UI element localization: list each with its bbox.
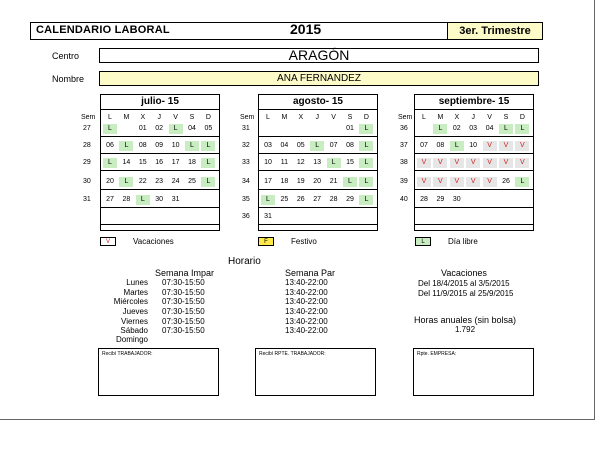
day-header: J <box>157 114 161 121</box>
day-header: V <box>487 114 492 121</box>
day-cell[interactable]: 21 <box>329 178 338 185</box>
day-cell[interactable]: 03 <box>264 142 272 149</box>
day-cell[interactable]: 07 <box>420 142 428 149</box>
firma-rpte-empresa-label: Rpte. EMPRESA: <box>417 351 457 357</box>
day-cell[interactable]: 29 <box>436 196 445 203</box>
day-cell[interactable]: 13 <box>313 159 322 166</box>
day-cell[interactable]: 09 <box>155 142 164 149</box>
week-separator <box>258 189 378 190</box>
horario-par-time: 13:40-22:00 <box>285 278 328 287</box>
day-header: S <box>347 114 353 121</box>
week-separator <box>258 136 378 137</box>
quarter-label: 3er. Trimestre <box>447 22 543 40</box>
day-cell[interactable]: 30 <box>155 196 164 203</box>
day-header: S <box>503 114 509 121</box>
day-cell[interactable]: 20 <box>313 178 322 185</box>
horario-impar-time: 07:30-15:50 <box>162 278 205 287</box>
day-cell[interactable]: V <box>450 177 464 187</box>
week-separator <box>258 224 378 225</box>
horario-title: Horario <box>228 256 261 267</box>
day-cell[interactable]: 08 <box>436 142 445 149</box>
day-cell[interactable]: L <box>515 177 529 187</box>
week-separator <box>100 170 220 171</box>
day-cell[interactable]: L <box>327 158 341 168</box>
day-cell[interactable]: 28 <box>122 196 131 203</box>
day-cell[interactable]: V <box>466 177 480 187</box>
day-cell[interactable]: 24 <box>171 178 180 185</box>
horario-day: Lunes <box>126 278 148 287</box>
week-separator <box>258 153 378 154</box>
day-cell[interactable]: 31 <box>264 213 272 220</box>
day-cell[interactable]: L <box>201 141 215 151</box>
day-cell[interactable]: L <box>136 195 150 205</box>
day-cell[interactable]: L <box>310 141 324 151</box>
day-cell[interactable]: 15 <box>138 159 147 166</box>
week-separator <box>414 170 534 171</box>
day-header: M <box>281 114 288 121</box>
vacaciones-line-1: Del 18/4/2015 al 3/5/2015 <box>418 279 510 288</box>
day-cell[interactable]: L <box>103 124 117 134</box>
festivo-legend-box: F <box>258 237 274 246</box>
week-number: 29 <box>83 159 91 166</box>
day-cell[interactable]: 04 <box>280 142 289 149</box>
week-separator <box>100 189 220 190</box>
day-header: L <box>422 114 426 121</box>
vacaciones-legend-box: V <box>100 237 116 246</box>
week-number: 31 <box>242 125 250 132</box>
festivo-legend-label: Festivo <box>291 237 317 246</box>
week-number: 33 <box>242 159 250 166</box>
day-cell[interactable]: L <box>499 124 513 134</box>
vacaciones-legend-label: Vacaciones <box>133 237 174 246</box>
month-title: agosto- 15 <box>259 95 377 110</box>
day-header: J <box>471 114 475 121</box>
day-cell[interactable]: 06 <box>106 142 114 149</box>
week-number: 30 <box>83 178 91 185</box>
week-separator <box>414 224 534 225</box>
vacaciones-line-2: Del 11/9/2015 al 25/9/2015 <box>418 289 514 298</box>
day-cell[interactable]: V <box>515 158 529 168</box>
horario-day: Domingo <box>115 335 148 344</box>
firma-trabajador-box[interactable] <box>98 348 219 396</box>
day-cell[interactable]: V <box>483 141 497 151</box>
day-cell[interactable]: L <box>169 124 183 134</box>
day-cell[interactable]: 01 <box>346 125 354 132</box>
day-cell[interactable]: 10 <box>264 159 272 166</box>
week-separator <box>100 224 220 225</box>
day-cell[interactable]: V <box>433 177 447 187</box>
sem-header-label: Sem <box>240 114 255 121</box>
centro-field[interactable]: ARAGÓN <box>99 48 539 63</box>
day-header: V <box>173 114 178 121</box>
day-cell[interactable]: 02 <box>155 125 164 132</box>
day-cell[interactable]: 25 <box>280 196 289 203</box>
day-cell[interactable]: 04 <box>188 125 196 132</box>
week-separator <box>414 207 534 208</box>
week-separator <box>258 207 378 208</box>
day-header: D <box>363 114 369 121</box>
day-cell[interactable]: 05 <box>204 125 213 132</box>
day-cell[interactable]: 19 <box>296 178 305 185</box>
semana-par-title: Semana Par <box>285 268 336 278</box>
day-cell[interactable]: L <box>201 177 215 187</box>
day-cell[interactable]: 28 <box>329 196 338 203</box>
week-separator <box>258 170 378 171</box>
day-cell[interactable]: 20 <box>106 178 114 185</box>
vacaciones-title: Vacaciones <box>441 268 487 278</box>
week-number: 32 <box>242 142 250 149</box>
horario-impar-time: 07:30-15:50 <box>162 326 205 335</box>
horario-day: Martes <box>123 288 148 297</box>
day-cell[interactable]: 17 <box>171 159 180 166</box>
day-cell[interactable]: L <box>201 158 215 168</box>
day-cell[interactable]: 28 <box>420 196 428 203</box>
libre-legend-label: Día libre <box>448 237 478 246</box>
day-cell[interactable]: 27 <box>313 196 322 203</box>
day-header: S <box>189 114 195 121</box>
day-cell[interactable]: 16 <box>155 159 164 166</box>
day-cell[interactable]: L <box>515 124 529 134</box>
day-cell[interactable]: L <box>185 141 199 151</box>
week-number: 31 <box>83 196 91 203</box>
firma-rpte-empresa-box[interactable] <box>413 348 534 396</box>
day-cell[interactable]: V <box>483 177 497 187</box>
day-cell[interactable]: L <box>359 124 373 134</box>
horario-par-time: 13:40-22:00 <box>285 288 328 297</box>
day-header: D <box>205 114 211 121</box>
day-header: D <box>519 114 525 121</box>
day-header: M <box>123 114 130 121</box>
week-number: 28 <box>83 142 91 149</box>
day-cell[interactable]: L <box>359 158 373 168</box>
day-header: M <box>437 114 444 121</box>
day-cell[interactable]: 17 <box>264 178 272 185</box>
page-title: CALENDARIO LABORAL <box>36 24 170 36</box>
day-header: X <box>454 114 460 121</box>
firma-rpte-trabajador-box[interactable] <box>255 348 376 396</box>
week-separator <box>100 153 220 154</box>
day-cell[interactable]: L <box>103 158 117 168</box>
firma-trabajador-label: Recibí TRABAJADOR: <box>102 351 153 357</box>
horario-impar-time: 07:30-15:50 <box>162 317 205 326</box>
day-header: X <box>140 114 146 121</box>
day-cell[interactable]: 08 <box>138 142 147 149</box>
day-header: V <box>331 114 336 121</box>
week-number: 39 <box>400 178 408 185</box>
sem-header-label: Sem <box>81 114 96 121</box>
firma-rpte-trabajador-label: Recibí RPTE. TRABAJADOR: <box>259 351 326 357</box>
day-cell[interactable]: V <box>466 158 480 168</box>
day-cell[interactable]: L <box>433 124 447 134</box>
week-number: 40 <box>400 196 408 203</box>
day-cell[interactable]: L <box>119 177 133 187</box>
nombre-label: Nombre <box>52 74 85 84</box>
day-cell[interactable]: L <box>359 195 373 205</box>
week-separator <box>100 207 220 208</box>
horario-par-time: 13:40-22:00 <box>285 326 328 335</box>
horas-title: Horas anuales (sin bolsa) <box>414 315 517 325</box>
week-number: 37 <box>400 142 408 149</box>
horario-par-time: 13:40-22:00 <box>285 297 328 306</box>
week-number: 35 <box>242 196 250 203</box>
day-cell[interactable]: 22 <box>138 178 147 185</box>
day-cell[interactable]: V <box>450 158 464 168</box>
week-separator <box>414 153 534 154</box>
day-cell[interactable]: 10 <box>469 142 478 149</box>
day-cell[interactable]: V <box>499 158 513 168</box>
day-header: X <box>298 114 304 121</box>
day-header: J <box>315 114 319 121</box>
month-title: julio- 15 <box>101 95 219 110</box>
nombre-field[interactable]: ANA FERNANDEZ <box>99 71 539 86</box>
horas-value: 1.792 <box>455 325 476 334</box>
day-cell[interactable]: 25 <box>188 178 196 185</box>
day-cell[interactable]: 15 <box>346 159 354 166</box>
sem-header-label: Sem <box>398 114 413 121</box>
week-number: 36 <box>242 213 250 220</box>
day-header: L <box>266 114 270 121</box>
day-cell[interactable]: 18 <box>280 178 289 185</box>
week-number: 34 <box>242 178 250 185</box>
week-separator <box>414 189 534 190</box>
day-header: L <box>108 114 112 121</box>
day-cell[interactable]: V <box>499 141 513 151</box>
day-cell[interactable]: L <box>359 141 373 151</box>
day-cell[interactable]: 11 <box>280 159 289 166</box>
day-cell[interactable]: 03 <box>469 125 478 132</box>
day-cell[interactable]: 30 <box>452 196 461 203</box>
horario-impar-time: 07:30-15:50 <box>162 297 205 306</box>
day-cell[interactable]: 08 <box>346 142 354 149</box>
horario-impar-time: 07:30-15:50 <box>162 288 205 297</box>
day-cell[interactable]: 14 <box>122 159 131 166</box>
horario-par-time: 13:40-22:00 <box>285 317 328 326</box>
day-cell[interactable]: 29 <box>346 196 354 203</box>
day-cell[interactable]: 05 <box>296 142 305 149</box>
centro-label: Centro <box>52 51 80 61</box>
day-cell[interactable]: 04 <box>485 125 494 132</box>
week-number: 38 <box>400 159 408 166</box>
horario-impar-time: 07:30-15:50 <box>162 307 205 316</box>
day-cell[interactable]: 26 <box>296 196 305 203</box>
day-cell[interactable]: 01 <box>138 125 147 132</box>
horario-day: Sábado <box>120 326 148 335</box>
horario-day: Jueves <box>122 307 148 316</box>
month-title: septiembre- 15 <box>415 95 533 110</box>
year-label: 2015 <box>290 21 322 37</box>
week-number: 27 <box>83 125 91 132</box>
day-cell[interactable]: 18 <box>188 159 196 166</box>
day-cell[interactable]: 27 <box>106 196 114 203</box>
day-cell[interactable]: 12 <box>296 159 305 166</box>
day-cell[interactable]: 26 <box>502 178 510 185</box>
day-cell[interactable]: 10 <box>171 142 180 149</box>
day-cell[interactable]: L <box>450 141 464 151</box>
day-cell[interactable]: 02 <box>452 125 461 132</box>
week-separator <box>414 136 534 137</box>
day-cell[interactable]: V <box>515 141 529 151</box>
day-cell[interactable]: L <box>343 177 357 187</box>
horario-day: Miércoles <box>113 297 148 306</box>
day-cell[interactable]: V <box>417 177 431 187</box>
horario-par-time: 13:40-22:00 <box>285 307 328 316</box>
day-cell[interactable]: V <box>417 158 431 168</box>
day-cell[interactable]: L <box>119 141 133 151</box>
day-cell[interactable]: 31 <box>171 196 180 203</box>
libre-legend-box: L <box>415 237 431 246</box>
horario-day: Viernes <box>121 317 148 326</box>
day-cell[interactable]: V <box>433 158 447 168</box>
week-number: 36 <box>400 125 408 132</box>
week-separator <box>100 136 220 137</box>
day-cell[interactable]: 07 <box>329 142 338 149</box>
day-cell[interactable]: L <box>261 195 275 205</box>
day-cell[interactable]: L <box>359 177 373 187</box>
day-cell[interactable]: V <box>483 158 497 168</box>
day-cell[interactable]: 23 <box>155 178 164 185</box>
semana-impar-title: Semana Impar <box>155 268 215 278</box>
